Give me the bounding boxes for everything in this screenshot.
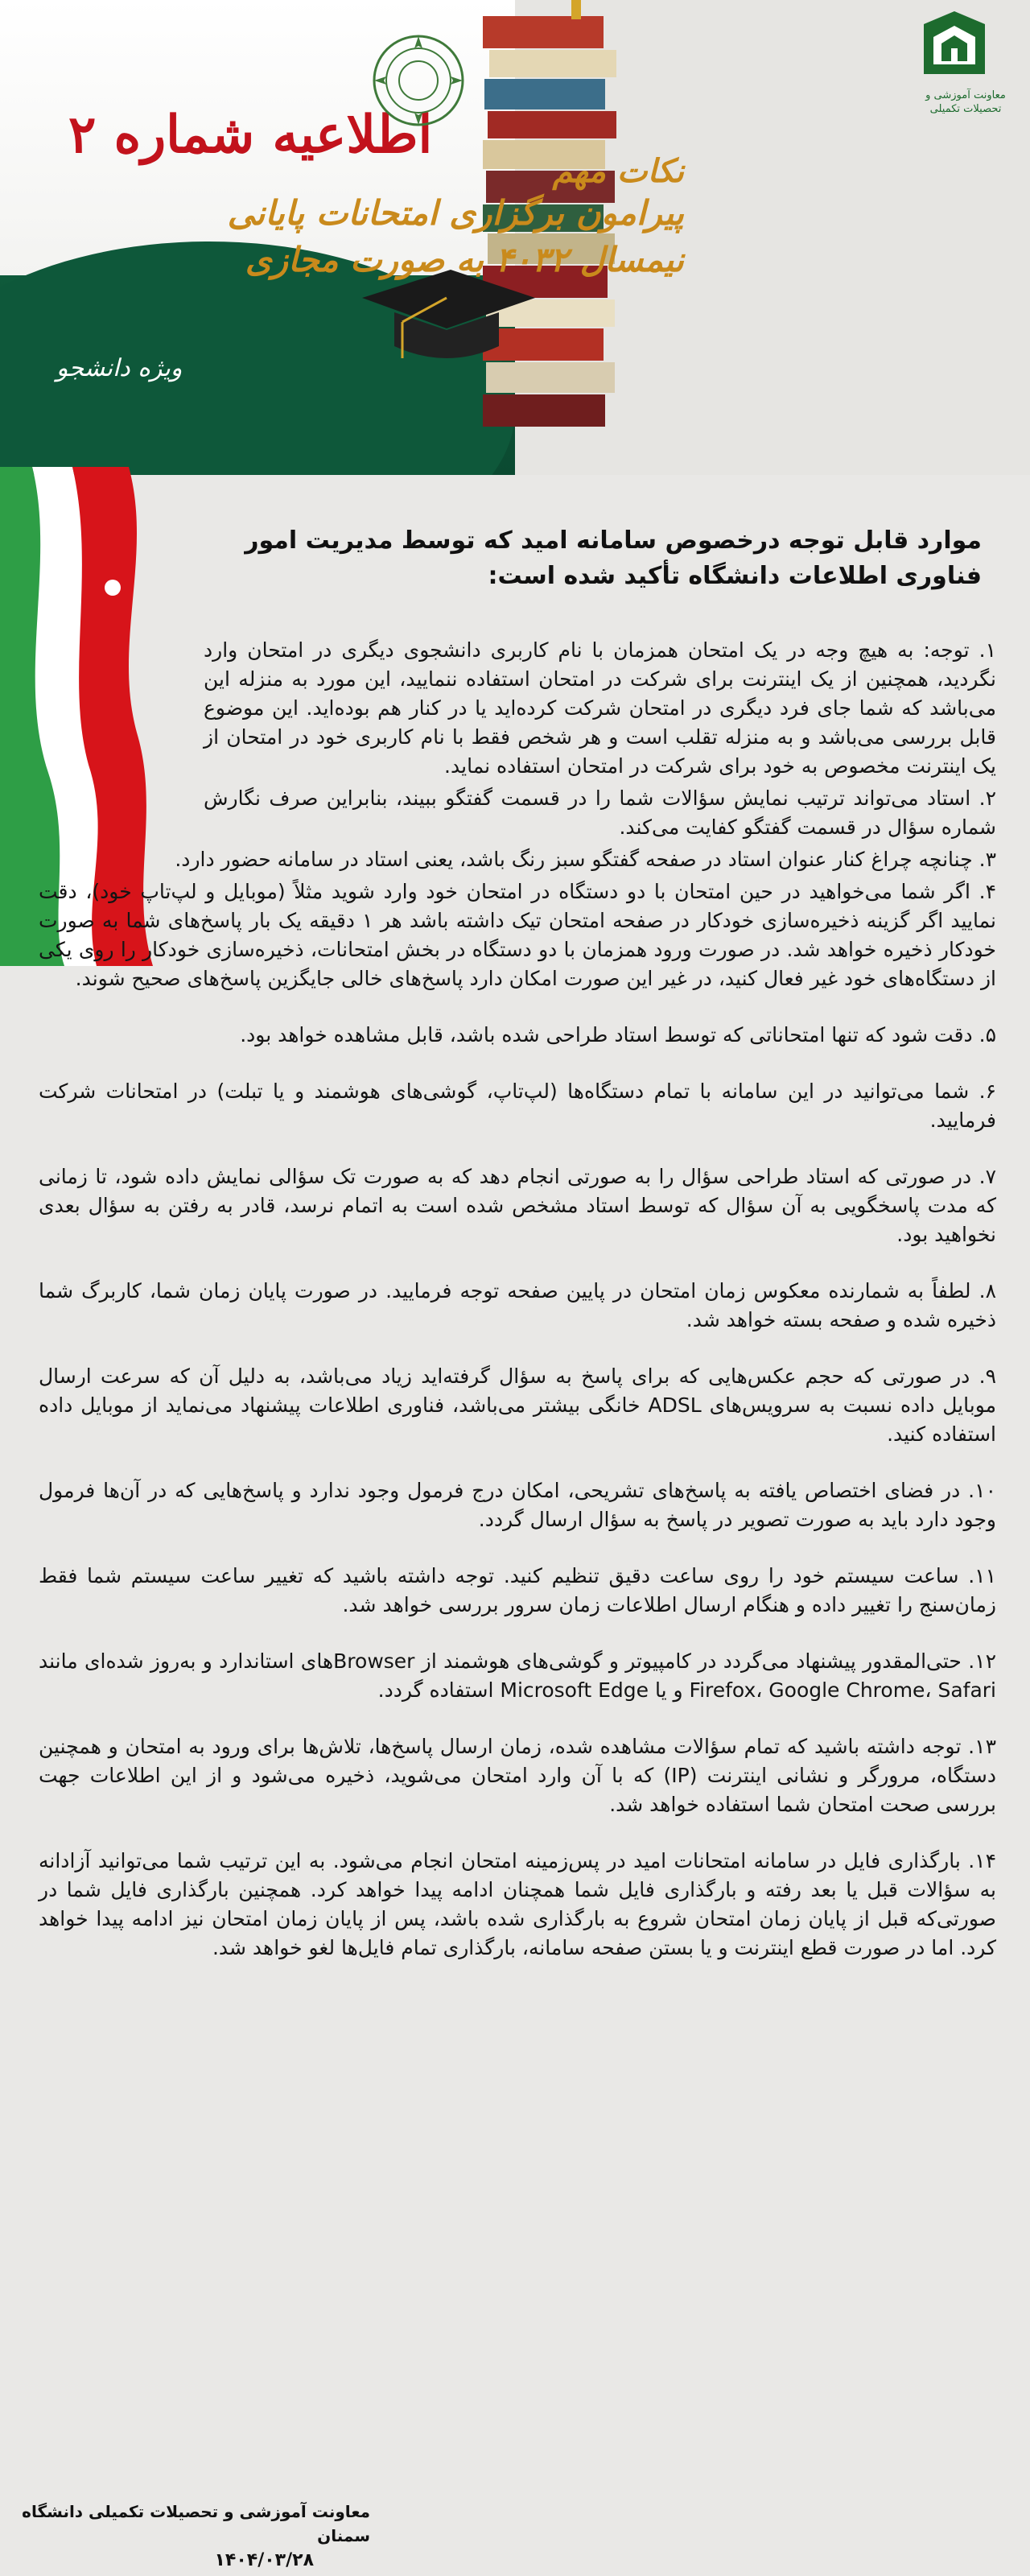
footer [16, 2500, 370, 2574]
note-item: ۱۰. در فضای اختصاص یافته به پاسخ‌های تشریحی، امکان درج فرمول وجود ندارد و پاسخ‌هایی که در آن‌ها فرمول وجود دارد باید به صورت تصویر در پاسخ به سؤال ارسال گردد. [39, 1479, 996, 1531]
note-item: ۱۱. ساعت سیستم خود را روی ساعت دقیق تنظیم کنید. توجه داشته باشید که تغییر ساعت سیستم شما فقط زمان‌سنج را تغییر داده و هنگام ارسال اطلاعات زمان سرور بررسی خواهد شد. [39, 1564, 996, 1616]
footer-organization: معاونت آموزشی و تحصیلات تکمیلی دانشگاه سمنان [22, 2502, 370, 2545]
note-item: ۱۳. توجه داشته باشید که تمام سؤالات مشاهده شده، زمان ارسال پاسخ‌ها، تلاش‌ها برای ورود به امتحان و همچنین دستگاه، مرورگر و نشانی اینترنت (IP) که با آن وارد امتحان می‌شوید، ذخیره می‌شود و از این اطلاعات جهت بررسی صحت امتحان شما استفاده خواهد شد. [39, 1735, 996, 1816]
footer-date: ۱۴۰۴/۰۳/۲۸ [214, 2550, 314, 2570]
note-item: ۳. چنانچه چراغ کنار عنوان استاد در صفحه گفتگو سبز رنگ باشد، یعنی استاد در سامانه حضور دارد. [175, 848, 996, 871]
note-item: ۱۴. بارگذاری فایل در سامانه امتحانات امید در پس‌زمینه امتحان انجام می‌شود. به این ترتیب شما می‌توانید آزادانه به سؤالات قبل یا بعد رفته و بارگذاری فایل شما همچنان ادامه پیدا خواهد کرد. همچنین بارگذاری فایل شما در صورتی‌که قبل از پایان زمان امتحان شروع به بارگذاری شده باشد، پس از پایان زمان امتحان نیز ادامه پیدا خواهد کرد. اما در صورت قطع اینترنت و یا بستن صفحه سامانه، بارگذاری تمام فایل‌ها لغو خواهد شد. [39, 1849, 996, 1959]
headline-line-2: پیرامون برگزاری امتحانات پایانی [227, 193, 684, 233]
notice-title: اطلاعیه شماره ۲ [68, 105, 433, 165]
note-item: ۱. توجه: به هیچ وجه در یک امتحان همزمان با نام کاربری دانشجوی دیگری در امتحان وارد نگردید، همچنین از یک اینترنت برای شرکت در امتحان استفاده ننمایید، این مورد به منزله این می‌باشد که شما جای فرد دیگری در امتحان شرکت کرده‌اید یا در کنار هم بوده‌اید. این موضوع قابل بررسی می‌باشد و به منزله تقلب است و هر شخص فقط با نام کاربری خود در امتحان از یک اینترنت مخصوص به خود برای شرکت در امتحان استفاده نماید. [204, 638, 996, 778]
note-item: ۷. در صورتی که استاد طراحی سؤال را به صورتی انجام دهد که به صورت تک سؤالی نمایش داده شود، تا زمانی که مدت پاسخگویی به آن سؤال که توسط استاد مشخص شده است به اتمام نرسد، قادر به رفتن به سؤال بعدی نخواهید بود. [39, 1165, 996, 1246]
headline-line-3: نیمسال ۴۰۳۲ به صورت مجازی [245, 240, 684, 279]
student-label: ویژه دانشجو [56, 354, 183, 382]
note-item: ۴. اگر شما می‌خواهید در حین امتحان با دو دستگاه در امتحان خود وارد شوید مثلاً (موبایل و لپ‌تاپ خود)، دقت نمایید اگر گزینه ذخیره‌سازی خودکار در صفحه امتحان تیک داشته باشد هر ۱ دقیقه یک بار پاسخ‌های شما به صورت خودکار ذخیره خواهد شد. در صورت ورود همزمان با دو دستگاه در بخش امتحانات، ذخیره‌سازی خودکار را روی یکی از دستگاه‌های خود غیر فعال کنید، در غیر این صورت امکان دارد پاسخ‌های خالی جایگزین پاسخ‌های صحیح شوند. [39, 880, 997, 990]
notes-list [39, 636, 996, 1963]
note-item: ۸. لطفاً به شمارنده معکوس زمان امتحان در پایین صفحه توجه فرمایید. در صورت پایان زمان شما، کاربرگ شما ذخیره شده و صفحه بسته خواهد شد. [39, 1279, 996, 1331]
note-item: ۲. استاد می‌تواند ترتیب نمایش سؤالات شما را در قسمت گفتگو ببیند، بنابراین صرف نگارش شماره سؤال در قسمت گفتگو کفایت می‌کند. [204, 786, 996, 839]
university-logo-icon [917, 8, 991, 82]
headline [227, 152, 684, 283]
intro-heading: موارد قابل توجه درخصوص سامانه امید که توسط مدیریت امور فناوری اطلاعات دانشگاه تأکید شده است: [245, 526, 982, 590]
university-logo-text: معاونت آموزشی و تحصیلات تکمیلی [925, 89, 1006, 115]
note-item: ۵. دقت شود که تنها امتحاناتی که توسط استاد طراحی شده باشد، قابل مشاهده خواهد بود. [240, 1023, 996, 1046]
note-item: ۹. در صورتی که حجم عکس‌هایی که برای پاسخ به سؤال گرفته‌اید زیاد می‌باشد، به دلیل آن که سرعت ارسال موبایل داده نسبت به سرویس‌های ADSL خانگی بیشتر می‌باشد، فناوری اطلاعات پیشنهاد می‌نماید از موبایل داده استفاده کنید. [39, 1364, 996, 1446]
seal-emblem-icon [366, 28, 471, 133]
headline-line-1: نکات مهم [552, 152, 684, 190]
header-banner [0, 0, 1030, 475]
note-item: ۶. شما می‌توانید در این سامانه با تمام دستگاه‌ها (لپ‌تاپ، گوشی‌های هوشمند و یا تبلت) در امتحانات شرکت فرمایید. [39, 1080, 996, 1132]
note-item: ۱۲. حتی‌المقدور پیشنهاد می‌گردد در کامپیوتر و گوشی‌های هوشمند از Browserهای استاندارد و به‌روز شده‌ای مانند Firefox، Google Chrome، Safari و یا Microsoft Edge استفاده گردد. [39, 1649, 997, 1702]
